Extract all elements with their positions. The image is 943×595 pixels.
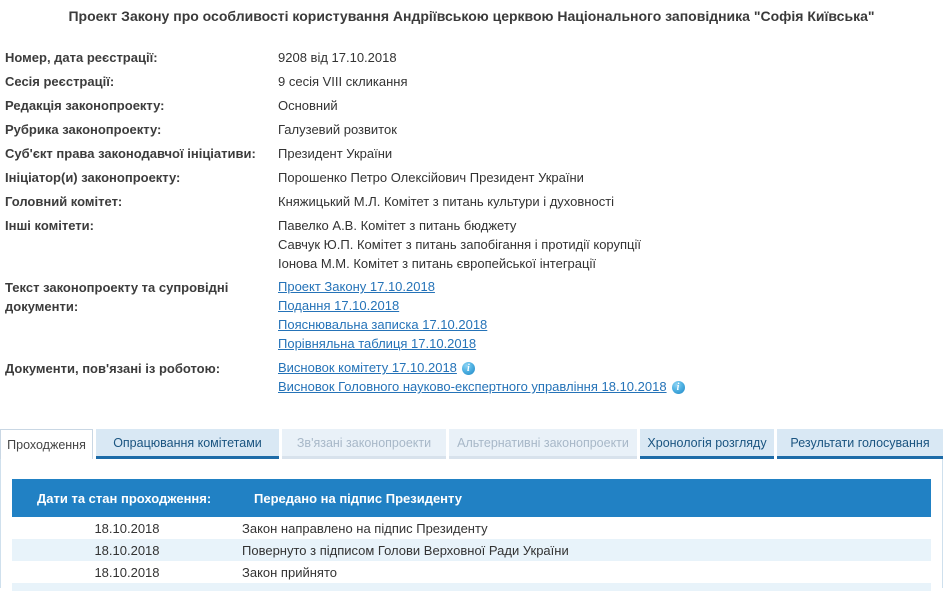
bill-text-link[interactable]: Проект Закону 17.10.2018 bbox=[278, 279, 435, 294]
document-link-row bbox=[278, 335, 487, 353]
tab-bar bbox=[0, 429, 943, 459]
status-text: Закон направлено на підпис Президенту bbox=[242, 520, 488, 536]
detail-value: Президент України bbox=[278, 146, 393, 161]
detail-label: Редакція законопроекту: bbox=[5, 98, 165, 113]
tab-passage[interactable]: Проходження bbox=[0, 429, 93, 459]
committee-line: Савчук Ю.П. Комітет з питань запобігання і протидії корупції bbox=[278, 237, 641, 252]
detail-value bbox=[278, 278, 487, 354]
passage-tab-panel bbox=[0, 459, 943, 588]
page-title: Проект Закону про особливості користування Андріївською церквою Національного заповідника "Софія Київська" bbox=[68, 8, 875, 24]
info-icon[interactable]: i bbox=[672, 381, 685, 394]
detail-row-other-committees bbox=[5, 216, 943, 273]
document-link-row bbox=[278, 359, 685, 377]
table-row bbox=[12, 561, 931, 583]
committee-line: Павелко А.В. Комітет з питань бюджету bbox=[278, 218, 517, 233]
tab-review-chronology[interactable]: Хронологія розгляду bbox=[640, 429, 774, 459]
committee-line: Іонова М.М. Комітет з питань європейської інтеграції bbox=[278, 256, 596, 271]
status-date: 18.10.2018 bbox=[94, 542, 160, 558]
detail-value: Галузевий розвиток bbox=[278, 122, 397, 137]
status-text: Закон прийнято bbox=[242, 564, 337, 580]
detail-label: Ініціатор(и) законопроекту: bbox=[5, 170, 181, 185]
detail-value: 9 сесія VIII скликання bbox=[278, 74, 408, 89]
detail-value: 9208 від 17.10.2018 bbox=[278, 50, 397, 65]
comparative-table-link[interactable]: Порівняльна таблиця 17.10.2018 bbox=[278, 336, 477, 351]
detail-row-initiator bbox=[5, 168, 943, 187]
bill-page bbox=[0, 8, 943, 588]
committee-conclusion-link[interactable]: Висновок комітету 17.10.2018 bbox=[278, 360, 457, 375]
detail-row-related-documents bbox=[5, 359, 943, 397]
detail-row-main-committee bbox=[5, 192, 943, 211]
tab-alternative-bills: Альтернативні законопроекти bbox=[449, 429, 637, 459]
detail-row-initiative-subject bbox=[5, 144, 943, 163]
detail-row-bill-documents bbox=[5, 278, 943, 354]
clipped-table-row bbox=[12, 583, 931, 591]
detail-row-session bbox=[5, 72, 943, 91]
detail-row-rubric bbox=[5, 120, 943, 139]
detail-value: Порошенко Петро Олексійович Президент України bbox=[278, 170, 584, 185]
detail-label: Документи, пов'язані із роботою: bbox=[5, 361, 221, 376]
detail-label: Суб'єкт права законодавчої ініціативи: bbox=[5, 146, 256, 161]
detail-value bbox=[278, 359, 685, 397]
detail-label: Текст законопроекту та супровідні документи: bbox=[5, 280, 229, 314]
status-table-header-row bbox=[12, 479, 931, 517]
document-link-row bbox=[278, 378, 685, 396]
table-row bbox=[12, 539, 931, 561]
detail-row-registration bbox=[5, 48, 943, 67]
explanatory-note-link[interactable]: Пояснювальна записка 17.10.2018 bbox=[278, 317, 488, 332]
detail-value bbox=[278, 216, 641, 273]
detail-label: Інші комітети: bbox=[5, 218, 94, 233]
status-date: 18.10.2018 bbox=[94, 520, 160, 536]
detail-label: Номер, дата реєстрації: bbox=[5, 50, 158, 65]
tab-voting-results[interactable]: Результати голосування bbox=[777, 429, 943, 459]
submission-link[interactable]: Подання 17.10.2018 bbox=[278, 298, 400, 313]
expert-department-conclusion-link[interactable]: Висновок Головного науково-експертного управління 18.10.2018 bbox=[278, 379, 667, 394]
document-link-row bbox=[278, 297, 487, 315]
status-table-header-dates: Дати та стан проходження: bbox=[12, 479, 242, 517]
tab-committee-processing[interactable]: Опрацювання комітетами bbox=[96, 429, 279, 459]
document-link-row bbox=[278, 316, 487, 334]
status-date: 18.10.2018 bbox=[94, 564, 160, 580]
detail-value: Основний bbox=[278, 98, 338, 113]
detail-row-redaction bbox=[5, 96, 943, 115]
tab-related-bills: Зв'язані законопроекти bbox=[282, 429, 446, 459]
detail-label: Головний комітет: bbox=[5, 194, 123, 209]
status-table-header-stage: Передано на підпис Президенту bbox=[242, 479, 931, 517]
info-icon[interactable]: i bbox=[462, 362, 475, 375]
document-link-row bbox=[278, 278, 487, 296]
status-text: Повернуто з підписом Голови Верховної Ради України bbox=[242, 542, 569, 558]
detail-label: Сесія реєстрації: bbox=[5, 74, 115, 89]
detail-label: Рубрика законопроекту: bbox=[5, 122, 162, 137]
table-row bbox=[12, 517, 931, 539]
passage-status-table bbox=[12, 479, 931, 583]
bill-details-list bbox=[5, 48, 943, 397]
detail-value: Княжицький М.Л. Комітет з питань культури і духовності bbox=[278, 194, 615, 209]
